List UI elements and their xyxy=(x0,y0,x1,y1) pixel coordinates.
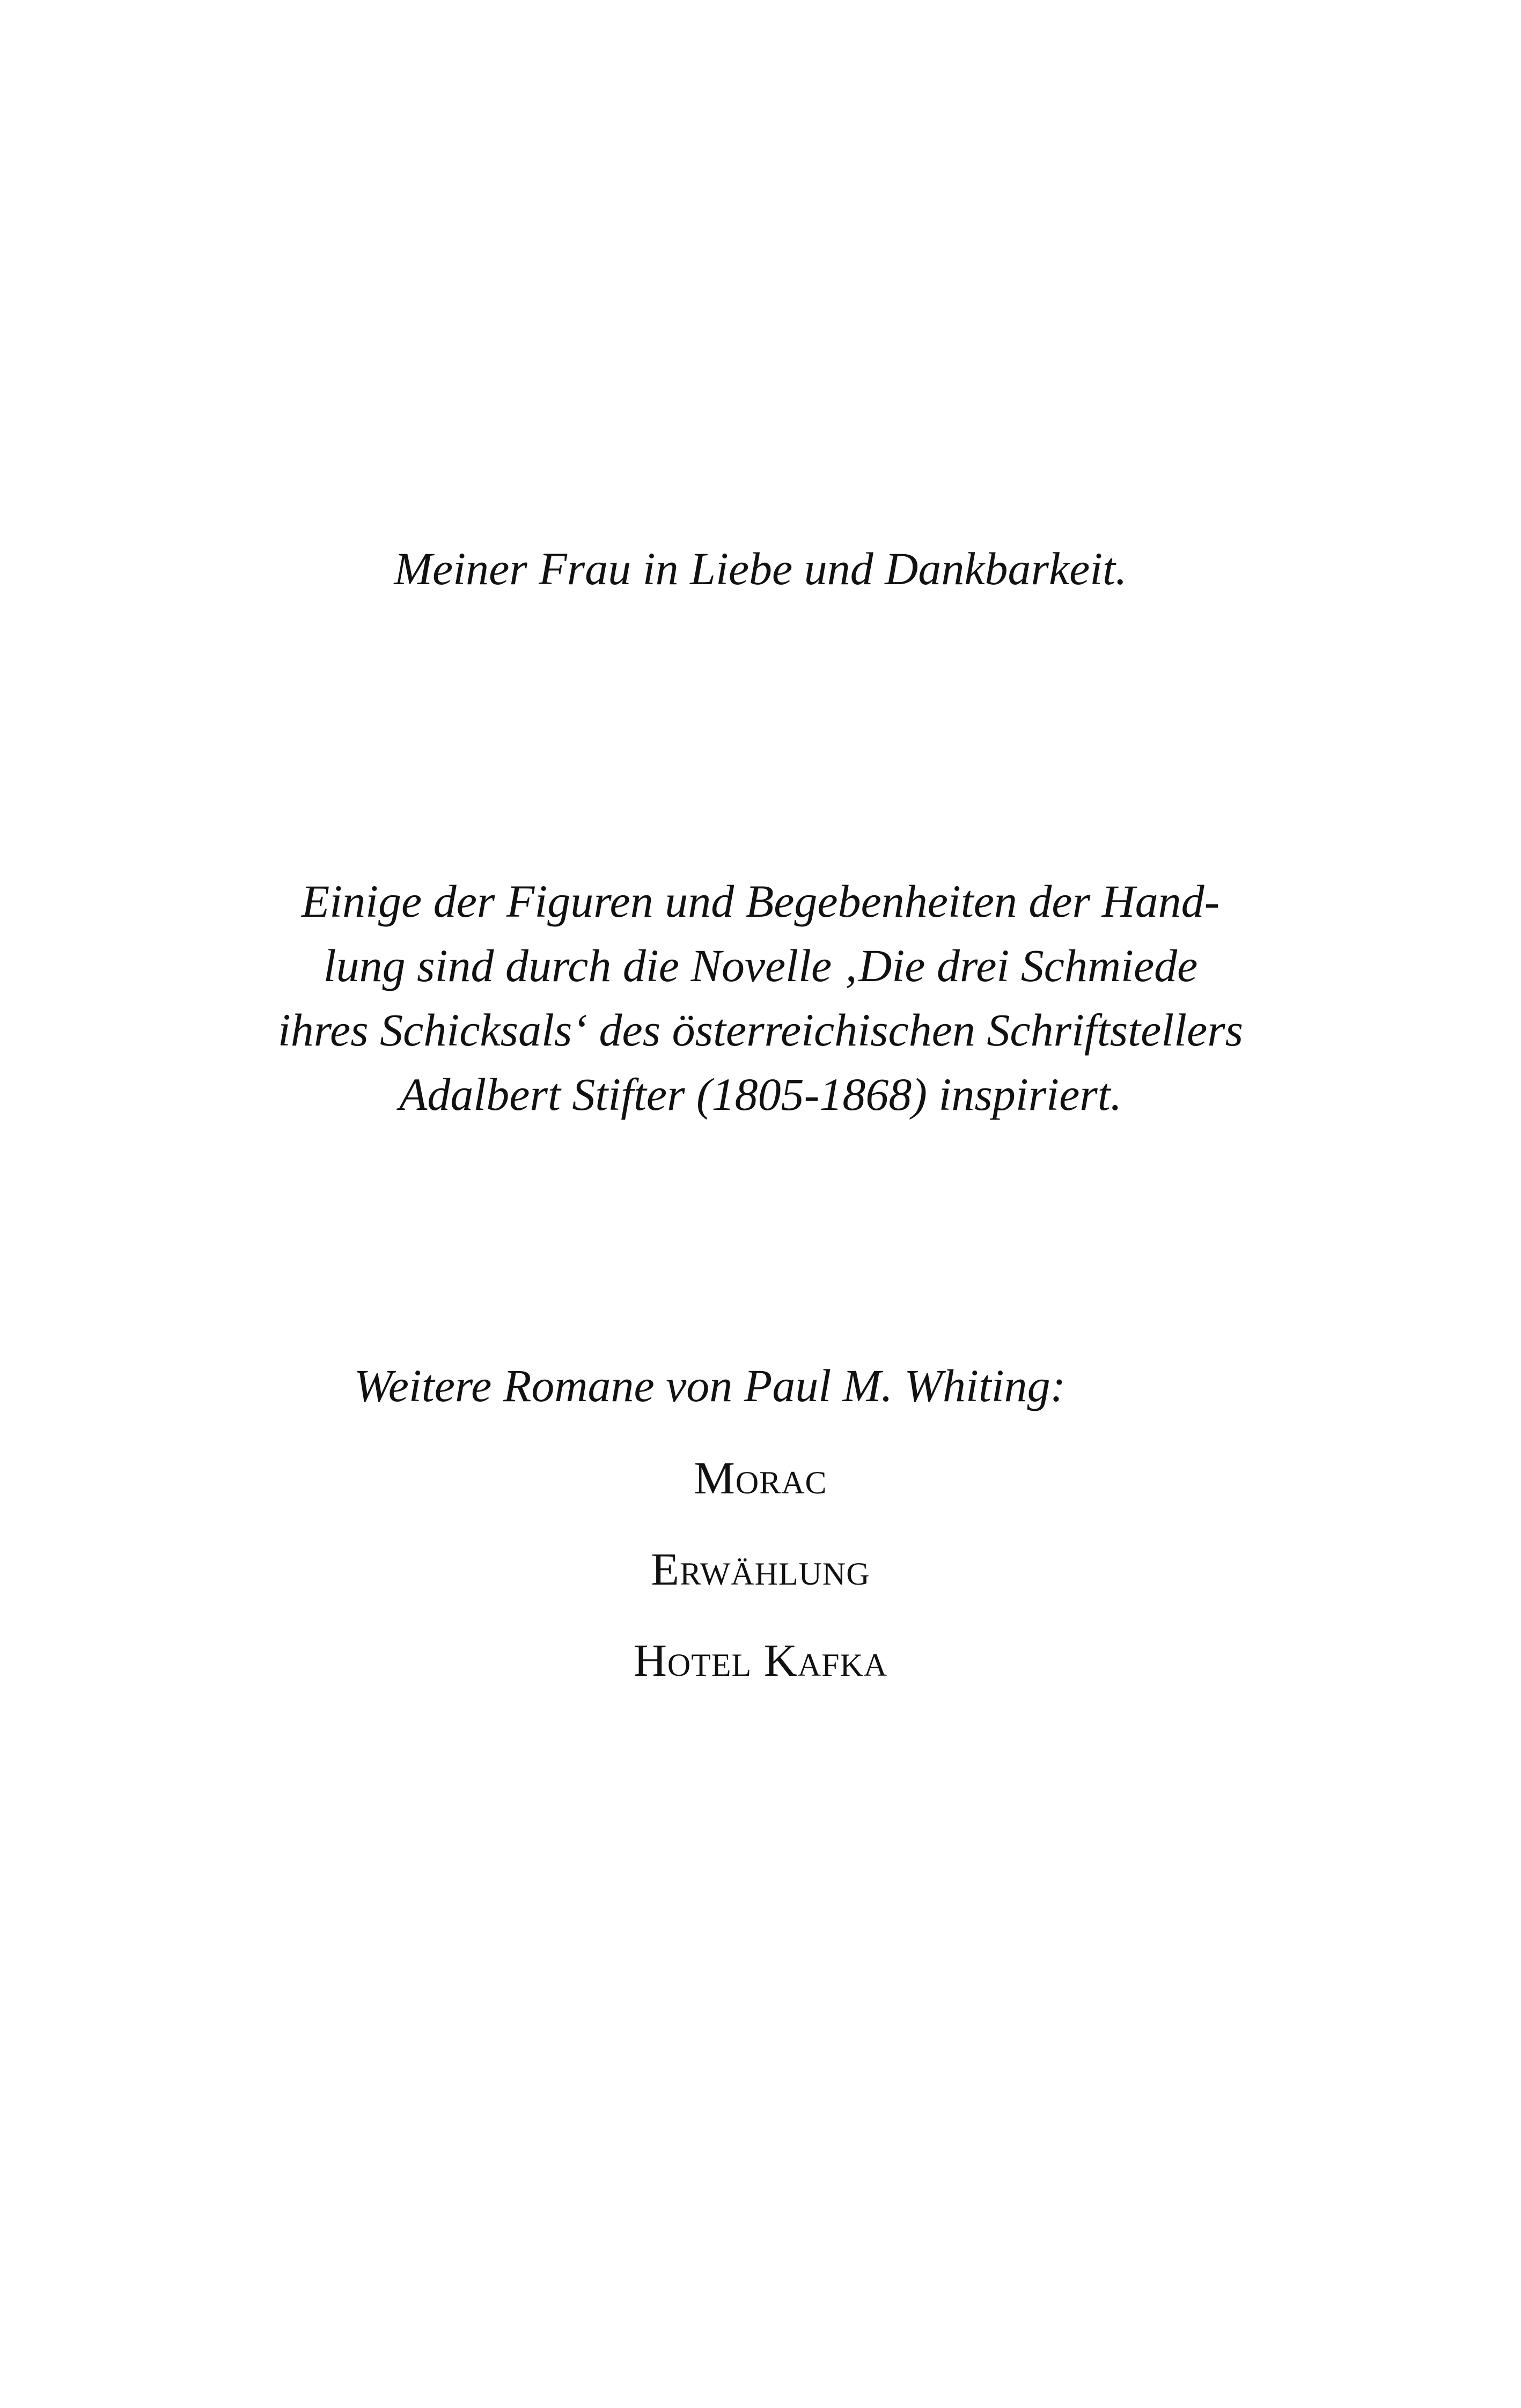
dedication: Meiner Frau in Liebe und Dankbarkeit. xyxy=(394,543,1127,594)
book-title-erwaehlung: Erwählung xyxy=(651,1543,870,1595)
note-line: Adalbert Stifter (1805-1868) inspiriert. xyxy=(399,1069,1122,1120)
other-works-list xyxy=(0,1448,1521,1722)
inspiration-note xyxy=(0,869,1521,1126)
book-title-hotel-kafka: Hotel Kafka xyxy=(633,1634,888,1686)
note-line: ihres Schicksals‘ des österreichischen Schriftstellers xyxy=(277,1004,1244,1056)
other-works-heading: Weitere Romane von Paul M. Whiting: xyxy=(354,1360,1066,1411)
book-title-morac: Morac xyxy=(694,1452,827,1504)
note-line: lung sind durch die Novelle ‚Die drei Schmiede xyxy=(323,940,1198,991)
note-line: Einige der Figuren und Begebenheiten der Hand- xyxy=(301,875,1220,927)
